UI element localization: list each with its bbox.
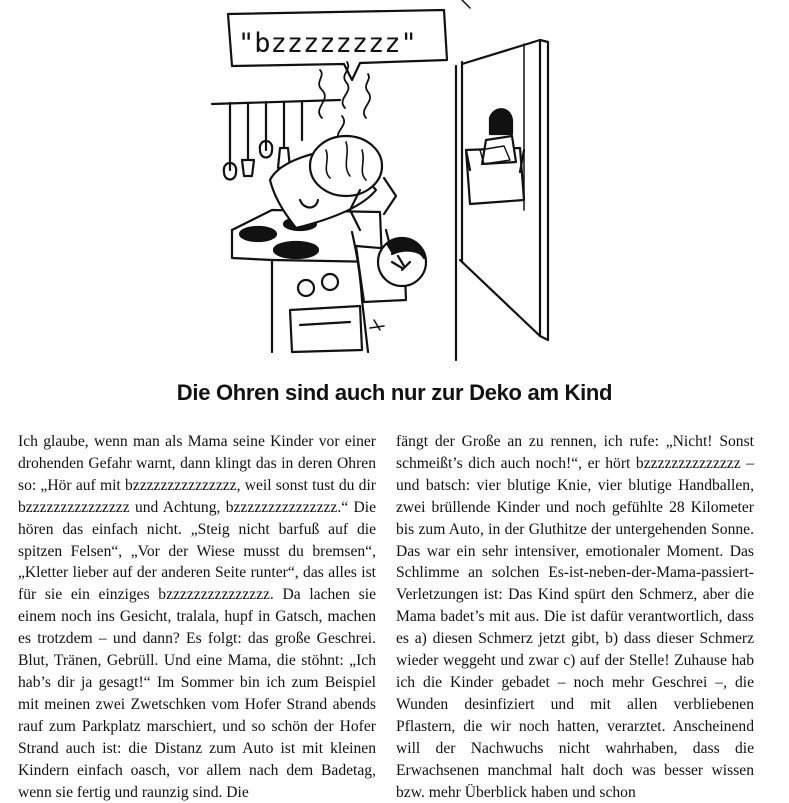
cooking-pot [270, 136, 382, 228]
cartoon-illustration [0, 0, 789, 360]
article-column-left: Ich glaube, wenn man als Mama seine Kinder vor einer drohenden Gefahr warnt, dann klingt das in deren Ohren so: „Hör auf mit bzzzzzzzzzzzzzzz, weil sonst tust du dir bzzzzzzzzzzzzzzz und Achtung, bzzzzzzzzzzzzzzz.“ Die hören das einfach nicht. „Steig nicht barfuß auf die spitzen Felsen“, „Vor der Wiese musst du bremsen“, „Kletter lieber auf der anderen Seite runter“, das alles ist für sie ein einziges bzzzzzzzzzzzzzzz. Da lachen sie einem noch ins Gesicht, tralala, hupf in Gatsch, machen es trotzdem – und dann? Es folgt: das große Geschrei. Blut, Tränen, Gebrüll. Und eine Mama, die stöhnt: „Ich hab’s dir ja gesagt!“ Im Sommer bin ich zum Beispiel mit meinen zwei Zwetschken vom Hofer Strand abends rauf zum Parkplatz marschiert, und so schön der Hofer Strand auch ist: die Distanz zum Auto ist mit kleinen Kindern einfach oasch, vor allem nach dem Badetag, wenn sie fertig und raunzig sind. Die [18, 433, 376, 801]
mother-reading [466, 109, 524, 204]
article-column-right: fängt der Große an zu rennen, ich rufe: „Nicht! Sonst schmeißt’s dich auch noch!“, er hört bzzzzzzzzzzzzzz – und batsch: vier blutige Knie, vier blutige Handballen, zwei brüllende Kinder und noch gefühlte 28 Kilometer bis zum Auto, in der Gluthitze der untergehenden Sonne. Das war ein sehr intensiver, emotionaler Moment. Das Schlimme an solchen Es-ist-neben-der-Mama-passiert-Verletzungen ist: Das Kind spürt den Schmerz, aber die Mama badet’s mit aus. Die ist dafür verantwortlich, dass es a) diesen Schmerz jetzt gibt, b) dass dieser Schmerz wieder weggeht und zwar c) auf der Stelle! Zuhause hab ich die Kinder gebadet – noch mehr Geschrei –, die Wunden desinfiziert und mit allen verbliebenen Pflastern, die wir noch hatten, verarztet. Anscheinend will der Nachwuchs nicht wahrhaben, dass die Erwachsenen manchmal halt doch was besser wissen bzw. mehr Überblick haben und schon [396, 433, 754, 801]
speech-bubble-text: "bzzzzzzzz" [238, 28, 417, 59]
speech-bubble [228, 10, 447, 80]
article-title: Die Ohren sind auch nur zur Deko am Kind [176, 380, 613, 405]
